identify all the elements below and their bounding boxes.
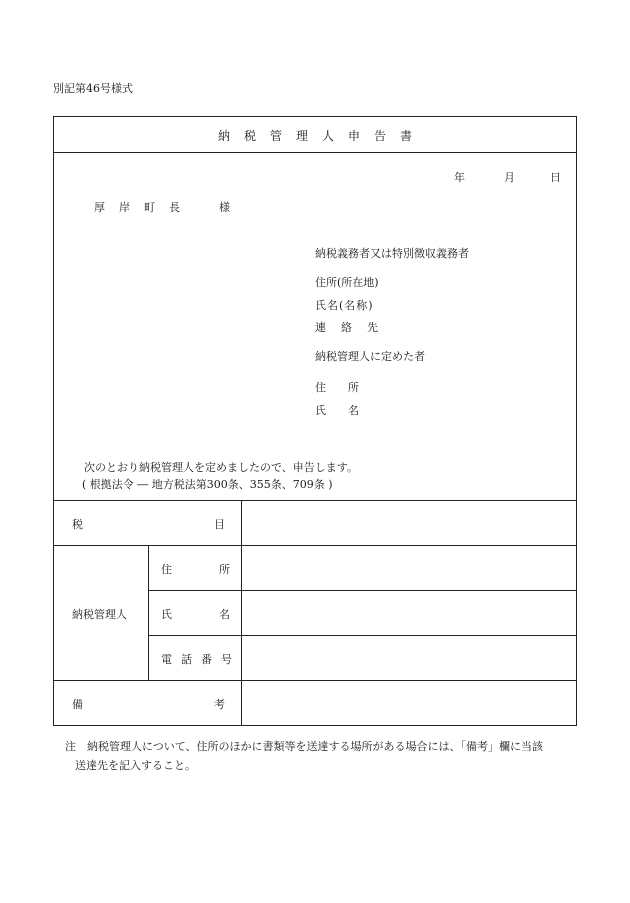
tax-item-field[interactable] bbox=[242, 501, 575, 544]
manager-name-label: 氏名 bbox=[315, 404, 381, 417]
form-number: 別記第46号様式 bbox=[53, 82, 133, 95]
tax-manager-label: 納税管理人 bbox=[72, 608, 127, 621]
manager-name-cell-left: 氏 bbox=[161, 608, 172, 621]
date-year-label: 年 bbox=[454, 171, 465, 184]
tax-item-label-left: 税 bbox=[72, 518, 83, 531]
legal-basis-text: ( 根拠法令 ― 地方税法第300条、355条、709条 ) bbox=[82, 478, 333, 491]
taxpayer-address-label: 住所(所在地) bbox=[315, 276, 379, 289]
remarks-label-left: 備 bbox=[72, 698, 83, 711]
tax-item-label-right: 目 bbox=[214, 518, 225, 531]
manager-address-cell-right: 所 bbox=[219, 563, 230, 576]
manager-address-label: 住所 bbox=[315, 381, 381, 394]
taxpayer-contact-label: 連絡先 bbox=[315, 321, 393, 334]
date-day-label: 日 bbox=[550, 171, 561, 184]
table-column-line bbox=[148, 545, 149, 680]
manager-name-field[interactable] bbox=[242, 591, 575, 634]
phone-label: 電話番号 bbox=[161, 653, 241, 666]
taxpayer-heading: 納税義務者又は特別徴収義務者 bbox=[315, 247, 469, 260]
date-month-label: 月 bbox=[504, 171, 515, 184]
statement-text: 次のとおり納税管理人を定めましたので、申告します。 bbox=[84, 461, 358, 474]
note-line-2: 送達先を記入すること。 bbox=[75, 759, 196, 772]
remarks-label-right: 考 bbox=[214, 698, 225, 711]
manager-address-field[interactable] bbox=[242, 546, 575, 589]
manager-address-cell-left: 住 bbox=[161, 563, 172, 576]
addressee: 厚岸町長 様 bbox=[94, 201, 244, 214]
phone-field[interactable] bbox=[242, 636, 575, 679]
manager-name-cell-right: 名 bbox=[219, 608, 230, 621]
form-title: 納税管理人申告書 bbox=[217, 129, 426, 143]
application-form bbox=[53, 116, 577, 726]
note-line-1: 注 納税管理人について、住所のほかに書類等を送達する場所がある場合には、「備考」欄に当該 bbox=[65, 740, 544, 753]
manager-heading: 納税管理人に定めた者 bbox=[315, 350, 425, 363]
taxpayer-name-label: 氏名(名称) bbox=[315, 299, 374, 312]
remarks-field[interactable] bbox=[242, 681, 575, 724]
title-row bbox=[54, 117, 576, 153]
